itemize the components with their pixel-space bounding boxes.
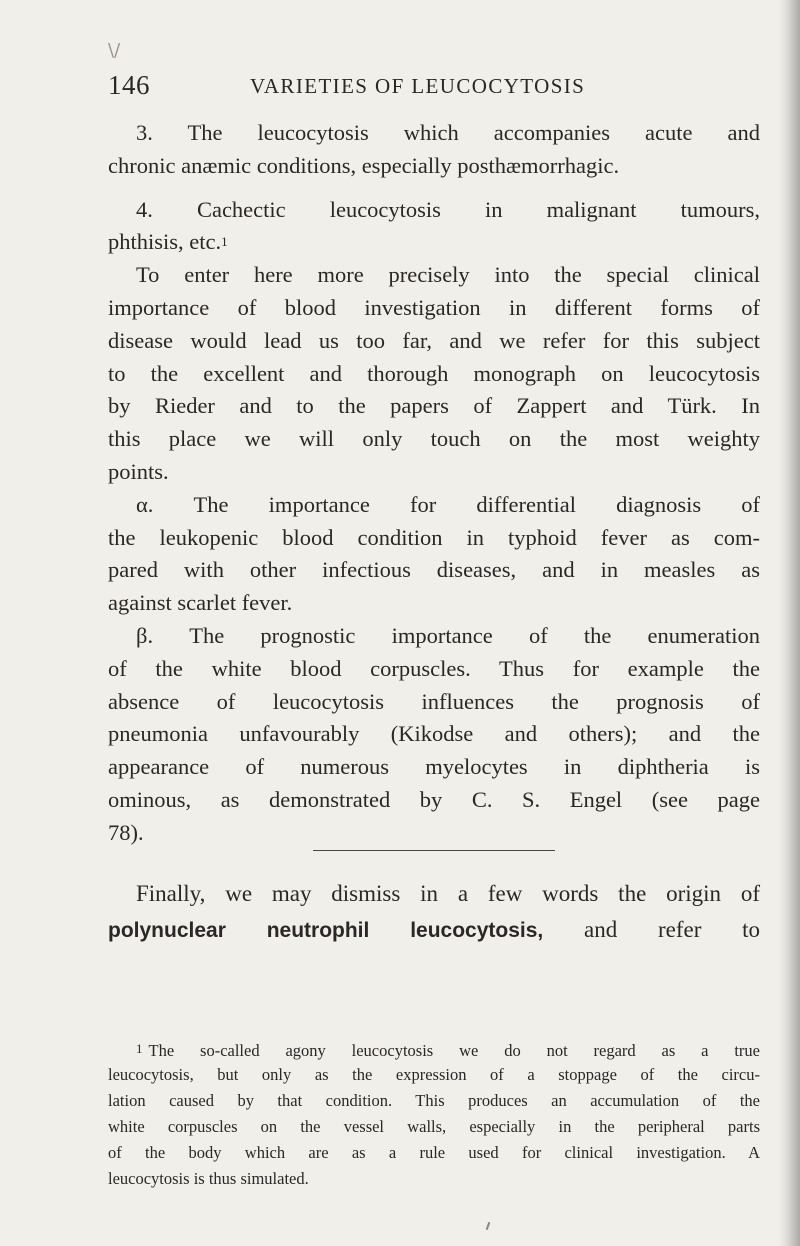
closing-line: Finally, we may dismiss in a few words the origin of xyxy=(136,881,760,906)
footnote-line: leucocytosis is thus simulated. xyxy=(108,1169,309,1188)
body-line: by Rieder and to the papers of Zappert and Türk. In xyxy=(108,393,760,419)
page-number: 146 xyxy=(108,70,150,100)
closing-line xyxy=(108,912,760,948)
stray-mark xyxy=(486,1222,491,1230)
body-text xyxy=(108,117,760,850)
paragraph-gap xyxy=(108,183,760,194)
body-line: pared with other infectious diseases, and in measles as xyxy=(108,557,760,583)
footnote-reference: 1 xyxy=(221,234,228,250)
body-line: To enter here more precisely into the special clinical xyxy=(136,262,760,288)
body-line: the leukopenic blood condition in typhoid fever as com- xyxy=(108,524,760,550)
body-line: α. The importance for differential diagnosis of xyxy=(136,491,760,517)
body-line: this place we will only touch on the most weighty xyxy=(108,426,760,452)
body-line-text: phthisis, etc. xyxy=(108,229,222,255)
body-line: ominous, as demonstrated by C. S. Engel (see page xyxy=(108,786,760,812)
body-line: appearance of numerous myelocytes in diphtheria is xyxy=(108,754,760,780)
body-line: to the excellent and thorough monograph on leucocytosis xyxy=(108,360,760,386)
body-line: importance of blood investigation in different forms of xyxy=(108,294,760,320)
footnote xyxy=(108,1036,760,1192)
body-line: pneumonia unfavourably (Kikodse and others); and the xyxy=(108,721,760,747)
footnote-line xyxy=(108,1036,760,1062)
footnote-number: 1 xyxy=(136,1041,143,1056)
page-edge-shadow xyxy=(778,0,800,1246)
page-header xyxy=(108,70,760,106)
body-line: disease would lead us too far, and we refer for this subject xyxy=(108,327,760,353)
section-divider xyxy=(313,850,555,851)
pencil-mark: \/ xyxy=(108,40,121,61)
body-line: of the white blood corpuscles. Thus for example the xyxy=(108,655,760,681)
closing-line-text: and refer to xyxy=(543,917,760,942)
body-line: 4. Cachectic leucocytosis in malignant tumours, xyxy=(136,196,760,222)
body-line xyxy=(108,226,760,259)
body-line: points. xyxy=(108,458,169,484)
running-title: VARIETIES OF LEUCOCYTOSIS xyxy=(250,74,586,98)
body-line: against scarlet fever. xyxy=(108,590,293,616)
footnote-line: lation caused by that condition. This produces an accumulation of the xyxy=(108,1091,760,1110)
footnote-text: The so-called agony leucocytosis we do not regard as a true xyxy=(148,1041,760,1060)
footnote-line: white corpuscles on the vessel walls, especially in the peripheral parts xyxy=(108,1117,760,1136)
closing-paragraph xyxy=(108,876,760,948)
body-line: absence of leucocytosis influences the prognosis of xyxy=(108,688,760,714)
body-line: 3. The leucocytosis which accompanies acute and xyxy=(136,120,760,145)
body-line: 78). xyxy=(108,819,144,845)
body-line: chronic anæmic conditions, especially posthæmorrhagic. xyxy=(108,152,620,178)
footnote-line: leucocytosis, but only as the expression of a stoppage of the circu- xyxy=(108,1065,760,1084)
body-line: β. The prognostic importance of the enumeration xyxy=(136,622,760,648)
bold-term: polynuclear neutrophil leucocytosis, xyxy=(108,919,544,942)
footnote-line: of the body which are as a rule used for clinical investigation. A xyxy=(108,1143,760,1162)
